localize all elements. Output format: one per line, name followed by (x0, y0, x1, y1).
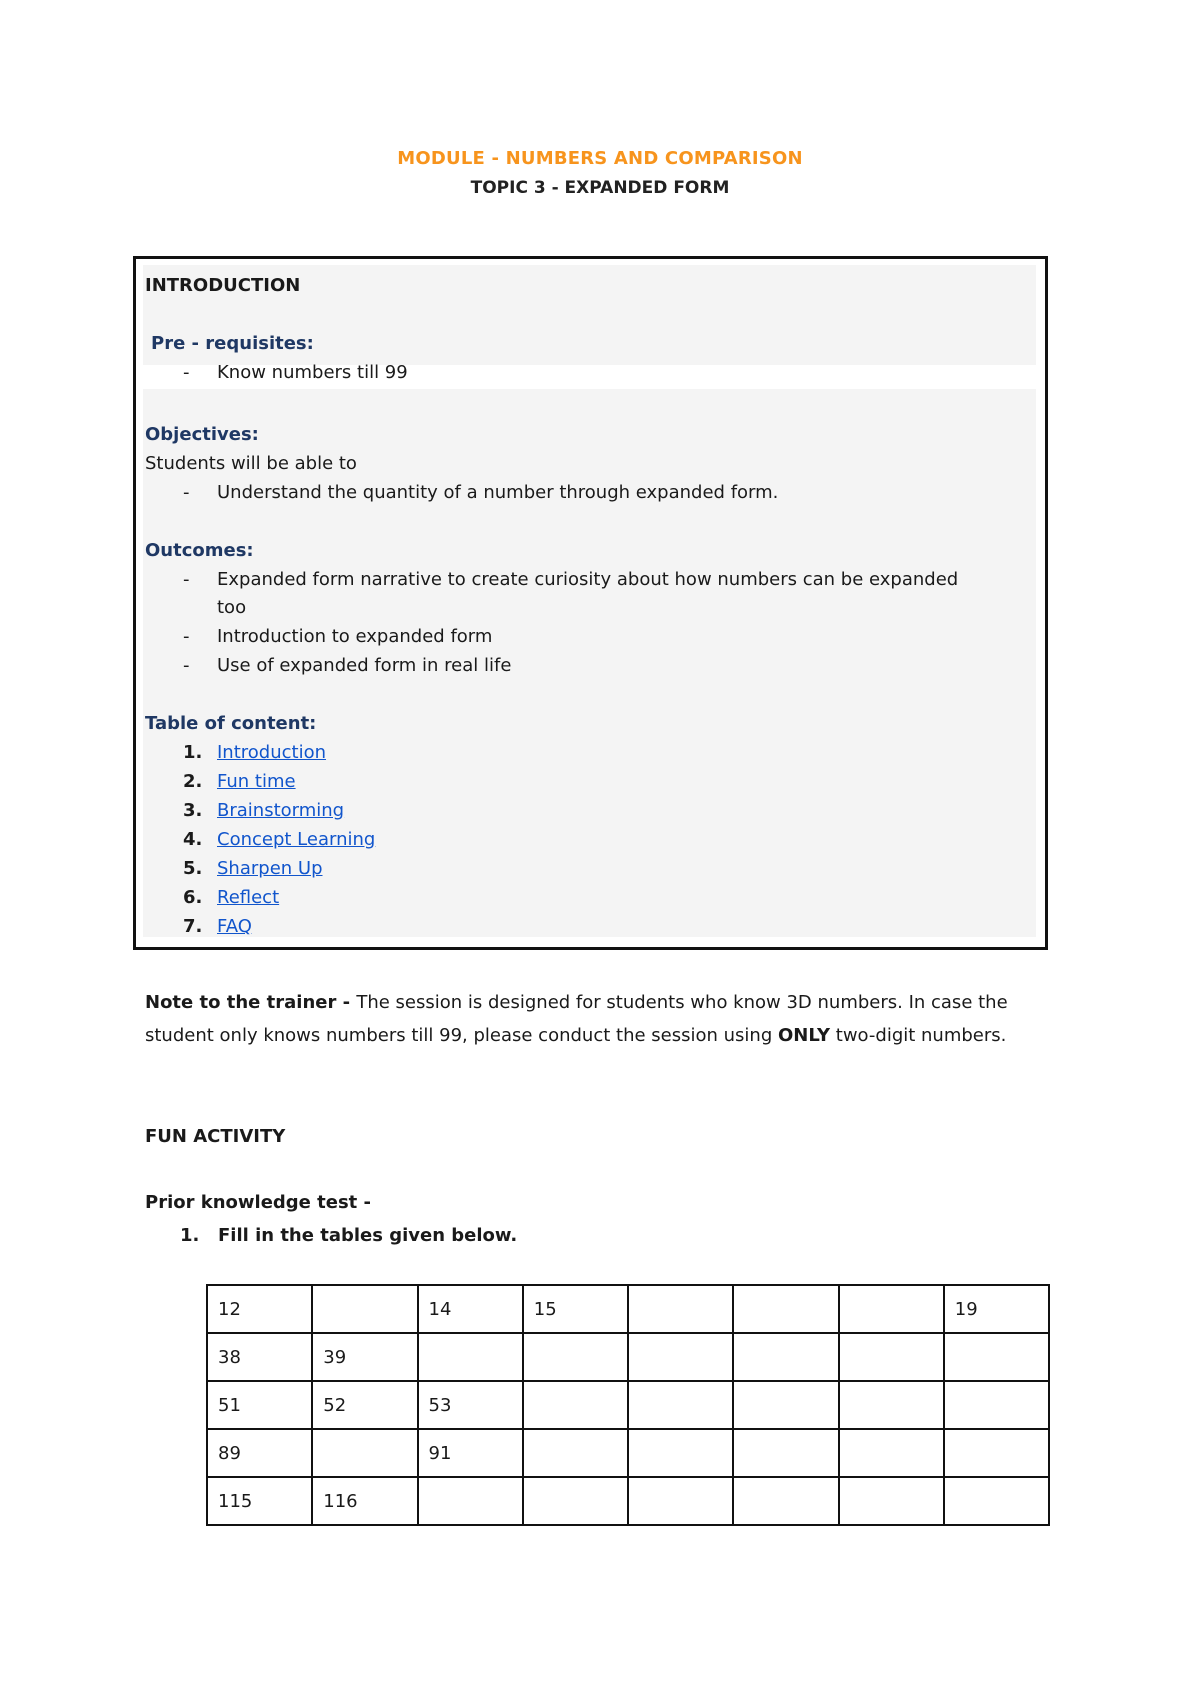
objectives-lead: Students will be able to (145, 453, 357, 474)
introduction-box (133, 256, 1048, 950)
objectives-heading: Objectives: (145, 424, 259, 445)
toc-number: 6. (183, 887, 203, 908)
table-cell[interactable]: 14 (418, 1285, 523, 1333)
table-cell[interactable] (839, 1381, 944, 1429)
table-cell[interactable]: 116 (312, 1477, 417, 1525)
table-cell[interactable] (523, 1333, 628, 1381)
toc-heading: Table of content: (145, 713, 317, 734)
table-cell[interactable]: 115 (207, 1477, 312, 1525)
toc-link-introduction[interactable]: Introduction (217, 742, 327, 763)
outcome-dash: - (183, 655, 190, 676)
table-cell[interactable] (312, 1429, 417, 1477)
table-row (207, 1429, 1049, 1477)
table-cell[interactable]: 12 (207, 1285, 312, 1333)
fun-activity-heading: FUN ACTIVITY (145, 1126, 286, 1147)
trainer-note-label: Note to the trainer - (145, 992, 357, 1013)
prerequisites-heading: Pre - requisites: (151, 333, 314, 354)
table-cell[interactable] (733, 1285, 838, 1333)
trainer-note-text: The session is designed for students who know 3D numbers. In case the student only knows numbers till 99, please conduct the session using (145, 992, 1008, 1046)
prereq-item: Know numbers till 99 (217, 362, 408, 383)
trainer-note-emphasis: ONLY (777, 1025, 831, 1046)
objective-dash: - (183, 482, 190, 503)
introduction-box-inner (143, 265, 1036, 937)
table-cell[interactable] (418, 1333, 523, 1381)
table-row (207, 1477, 1049, 1525)
task-number: 1. (180, 1225, 200, 1246)
table-cell[interactable] (418, 1477, 523, 1525)
module-title: MODULE - NUMBERS AND COMPARISON (397, 148, 803, 169)
table-cell[interactable]: 52 (312, 1381, 417, 1429)
outcome-item: Expanded form narrative to create curiosity about how numbers can be expanded (217, 569, 959, 590)
trainer-note-text-end: two-digit numbers. (830, 1025, 1007, 1046)
table-cell[interactable] (628, 1429, 733, 1477)
introduction-heading: INTRODUCTION (145, 275, 301, 296)
outcome-item: Use of expanded form in real life (217, 655, 512, 676)
table-cell[interactable] (628, 1477, 733, 1525)
topic-title: TOPIC 3 - EXPANDED FORM (470, 178, 730, 198)
outcome-dash: - (183, 569, 190, 590)
table-cell[interactable] (839, 1285, 944, 1333)
prior-knowledge-heading: Prior knowledge test - (145, 1192, 372, 1213)
toc-link-sharpen-up[interactable]: Sharpen Up (217, 858, 323, 879)
toc-number: 7. (183, 916, 203, 937)
table-cell[interactable]: 91 (418, 1429, 523, 1477)
outcome-dash: - (183, 626, 190, 647)
prereq-dash: - (183, 362, 190, 383)
table-cell[interactable] (839, 1333, 944, 1381)
trainer-note (145, 986, 1045, 1052)
toc-number: 3. (183, 800, 203, 821)
outcome-item: Introduction to expanded form (217, 626, 493, 647)
table-cell[interactable]: 39 (312, 1333, 417, 1381)
toc-number: 4. (183, 829, 203, 850)
table-cell[interactable] (523, 1429, 628, 1477)
table-cell[interactable] (733, 1429, 838, 1477)
toc-number: 5. (183, 858, 203, 879)
table-cell[interactable]: 53 (418, 1381, 523, 1429)
table-row (207, 1333, 1049, 1381)
toc-link-faq[interactable]: FAQ (217, 916, 252, 937)
table-cell[interactable] (944, 1429, 1049, 1477)
outcome-item-continued: too (217, 597, 247, 618)
table-cell[interactable]: 89 (207, 1429, 312, 1477)
table-row (207, 1285, 1049, 1333)
toc-link-concept-learning[interactable]: Concept Learning (217, 829, 376, 850)
table-cell[interactable] (312, 1285, 417, 1333)
table-cell[interactable]: 15 (523, 1285, 628, 1333)
toc-link-brainstorming[interactable]: Brainstorming (217, 800, 345, 821)
table-cell[interactable] (628, 1333, 733, 1381)
table-cell[interactable] (944, 1477, 1049, 1525)
table-cell[interactable] (523, 1381, 628, 1429)
toc-link-reflect[interactable]: Reflect (217, 887, 280, 908)
table-cell[interactable] (944, 1381, 1049, 1429)
toc-number: 2. (183, 771, 203, 792)
number-fill-table (206, 1284, 1050, 1526)
table-row (207, 1381, 1049, 1429)
table-cell[interactable] (839, 1429, 944, 1477)
table-cell[interactable]: 19 (944, 1285, 1049, 1333)
toc-number: 1. (183, 742, 203, 763)
table-cell[interactable] (628, 1285, 733, 1333)
toc-link-fun-time[interactable]: Fun time (217, 771, 296, 792)
table-cell[interactable] (839, 1477, 944, 1525)
table-cell[interactable]: 38 (207, 1333, 312, 1381)
task-instruction: Fill in the tables given below. (218, 1225, 518, 1246)
outcomes-heading: Outcomes: (145, 540, 254, 561)
table-cell[interactable] (733, 1381, 838, 1429)
table-cell[interactable] (733, 1333, 838, 1381)
objective-item: Understand the quantity of a number through expanded form. (217, 482, 779, 503)
table-cell[interactable] (628, 1381, 733, 1429)
table-cell[interactable]: 51 (207, 1381, 312, 1429)
table-cell[interactable] (944, 1333, 1049, 1381)
table-cell[interactable] (523, 1477, 628, 1525)
table-cell[interactable] (733, 1477, 838, 1525)
